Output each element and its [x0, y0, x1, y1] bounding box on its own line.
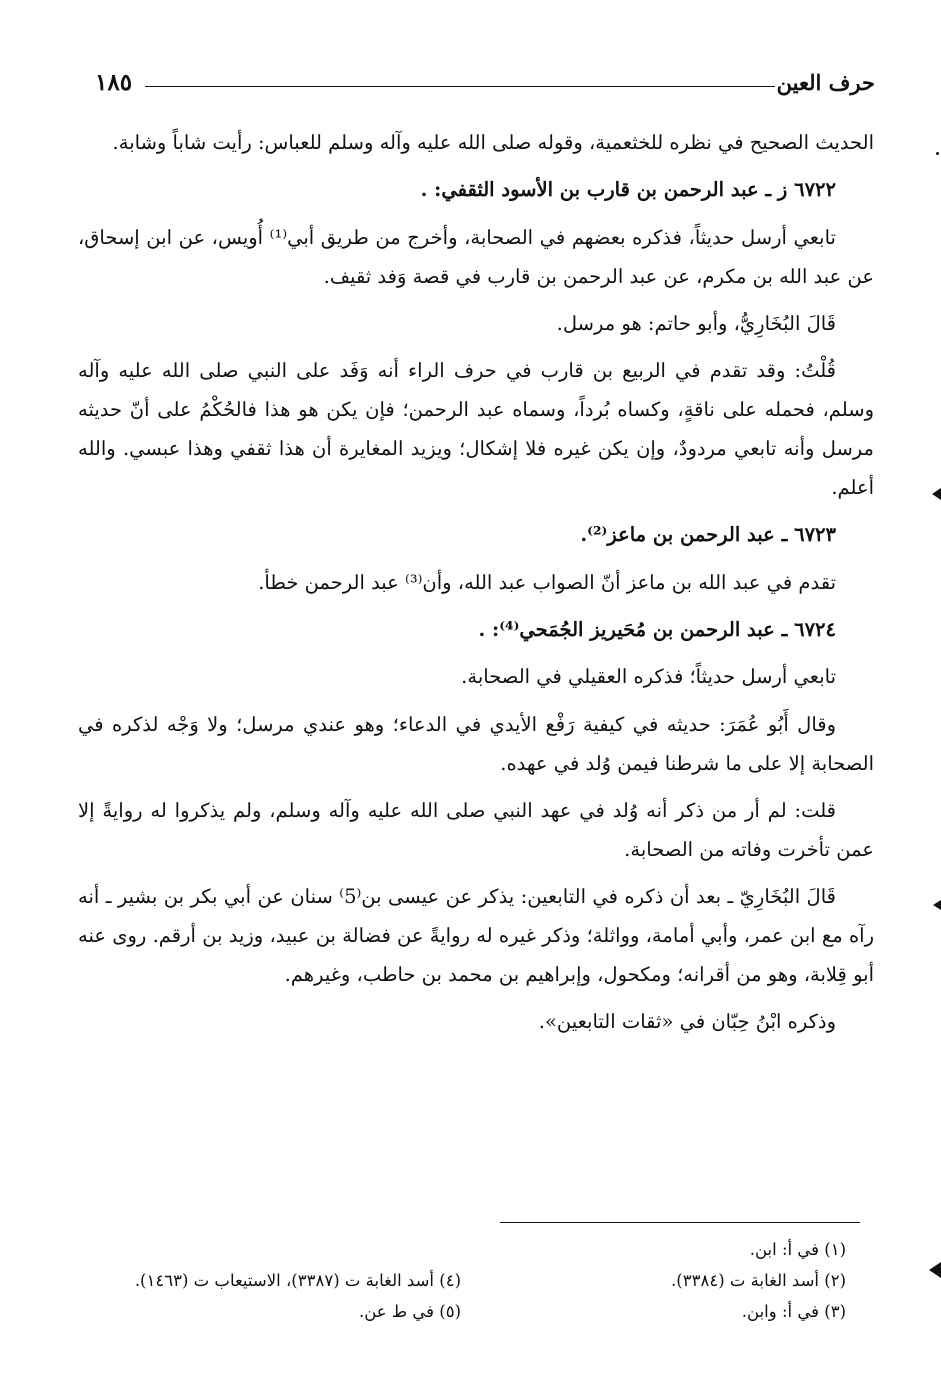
page-header: [95, 62, 875, 102]
entry-heading-6724: ٦٧٢٤ ـ عبد الرحمن بن مُحَيريز الجُمَحي⁽⁴⁾: .: [478, 617, 836, 641]
footnote-2: (٢) أسد الغابة ت (٣٣٨٤).: [671, 1271, 846, 1290]
paragraph: قُلْتُ: وقد تقدم في الربيع بن قارب في حرف الراء أنه وَفَد على النبي صلى الله عليه وآله وسلم، فحمله على ناقةٍ، وكساه بُرداً، وسماه عبد الرحمن؛ فإن يكن هو هذا فالحُكْمُ على أنّ حديثه مرسل وأنه تابعي مردودٌ، وإن يكن غيره فلا إشكال؛ ويزيد المغايرة أن هذا ثقفي وهذا عبسي. والله أعلم.: [78, 359, 874, 499]
body-text: [78, 124, 874, 1050]
footnote-rule: [500, 1222, 860, 1223]
footnote-row: [90, 1234, 860, 1265]
paragraph-continuation: الحديث الصحيح في نظره للخثعمية، وقوله صلى الله عليه وآله وسلم للعباس: رأيت شاباً وشابة.: [112, 131, 874, 154]
paragraph: وذكره ابْنُ حِبّان في «ثقات التابعين».: [538, 1010, 836, 1034]
paragraph: تابعي أرسل حديثاً، فذكره بعضهم في الصحابة، وأخرج من طريق أبي⁽¹⁾ أُويس، عن ابن إسحاق، عن عبد الله بن مكرم، عن عبد الرحمن بن قارب في قصة وَفد ثقيف.: [78, 225, 874, 288]
entry-heading-6722: ٦٧٢٢ ز ـ عبد الرحمن بن قارب بن الأسود الثقفي: .: [420, 178, 836, 202]
footnotes: [90, 1234, 860, 1327]
footnote-empty: [90, 1234, 475, 1265]
footnote-4: (٤) أسد الغابة ت (٣٣٨٧)، الاستيعاب ت (١٤٦٣).: [134, 1271, 461, 1290]
scan-edge-mark: [933, 900, 941, 910]
paragraph: قَالَ البُخَارِيّ ـ بعد أن ذكره في التابعين: يذكر عن عيسى بن⁽5⁾ سنان عن أبي بكر بن بشير ـ أنه رآه مع ابن عمر، وأبي أمامة، وواثلة؛ وذكر غيره له روايةً عن فضالة بن عبيد، وزيد بن أرقم. روى عنه أبو قِلابة، وهو من أقرانه؛ ومكحول، وإبراهيم بن محمد بن حاطب، وغيرهم.: [78, 885, 874, 986]
scan-edge-mark: [929, 1262, 941, 1278]
footnote-row: [90, 1265, 860, 1296]
scan-edge-mark: [932, 488, 941, 500]
running-head: حرف العين: [776, 69, 875, 95]
paragraph: وقال أَبُو عُمَرَ: حديثه في كيفية رَفْع الأيدي في الدعاء؛ وهو عندي مرسل؛ ولا وَجْه لذكره في الصحابة إلا على ما شرطنا فيمن وُلد في عهده.: [78, 712, 874, 775]
header-rule: [145, 86, 775, 87]
footnote-5: (٥) في ط عن.: [358, 1302, 461, 1321]
paragraph: قَالَ البُخَارِيُّ، وأبو حاتم: هو مرسل.: [556, 311, 836, 335]
scan-dot-mark: [936, 152, 939, 155]
paragraph: تابعي أرسل حديثاً؛ فذكره العقيلي في الصحابة.: [461, 665, 836, 689]
footnote-1: (١) في أ: ابن.: [749, 1240, 846, 1259]
footnote-3: (٣) في أ: وابن.: [741, 1302, 846, 1321]
paragraph: قلت: لم أر من ذكر أنه وُلد في عهد النبي صلى الله عليه وآله وسلم، ولم يذكروا له روايةً إلا عمن تأخرت وفاته من الصحابة.: [78, 798, 874, 861]
paragraph: تقدم في عبد الله بن ماعز أنّ الصواب عبد الله، وأن⁽³⁾ عبد الرحمن خطأ.: [258, 570, 836, 594]
footnote-row: [90, 1296, 860, 1327]
entry-heading-6723: ٦٧٢٣ ـ عبد الرحمن بن ماعز⁽²⁾.: [580, 523, 836, 547]
page-number: ١٨٥: [95, 68, 133, 96]
